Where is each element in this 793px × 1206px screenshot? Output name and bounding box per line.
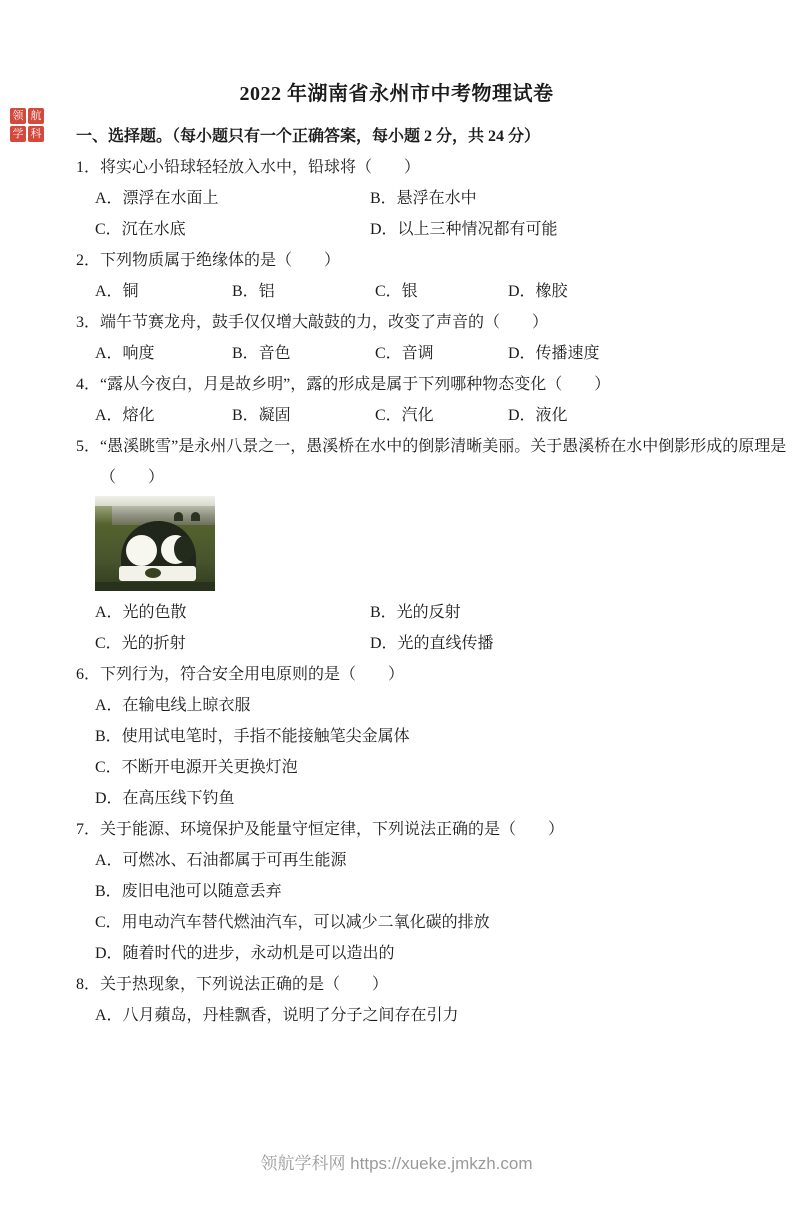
stamp-char: 领 [10,108,26,124]
site-watermark-stamp [10,108,44,142]
question-text: 1．将实心小铅球轻轻放入水中，铅球将（ ） [76,159,421,176]
option: A．光的色散 [95,604,187,621]
question-text: 2．下列物质属于绝缘体的是（ ） [76,252,341,269]
option: C．光的折射 [95,635,186,652]
option: C．用电动汽车替代燃油汽车，可以减少二氧化碳的排放 [95,914,490,931]
option: D．橡胶 [508,283,568,300]
question-5 [76,431,787,659]
option: B．音色 [232,345,291,362]
option: A．熔化 [95,407,155,424]
options-row [95,183,753,245]
stamp-char: 科 [28,126,44,142]
options-row [95,338,753,369]
stamp-char: 学 [10,126,26,142]
question-8 [76,969,753,1031]
question-text: 5．“愚溪眺雪”是永州八景之一，愚溪桥在水中的倒影清晰美丽。关于愚溪桥在水中倒影形成的原理是 [76,438,787,455]
options-row [95,597,753,659]
question-6 [76,659,753,814]
option: A．铜 [95,283,139,300]
option: A．响度 [95,345,155,362]
option: B．悬浮在水中 [370,190,477,207]
option: C．沉在水底 [95,221,186,238]
question-4 [76,369,753,431]
options-row [95,400,753,431]
option: A．漂浮在水面上 [95,190,219,207]
option: D．液化 [508,407,568,424]
photo-deck-arch [191,512,200,521]
option: C．音调 [375,345,434,362]
option: D．传播速度 [508,345,600,362]
option: C．汽化 [375,407,434,424]
photo-arch-crescent-shadow [174,536,194,562]
option: D．随着时代的进步，永动机是可以造出的 [95,945,395,962]
question-text: 6．下列行为，符合安全用电原则的是（ ） [76,666,405,683]
option: C．不断开电源开关更换灯泡 [95,759,298,776]
question-text: 8．关于热现象，下列说法正确的是（ ） [76,976,389,993]
question-3 [76,307,753,369]
option: B．光的反射 [370,604,461,621]
site-footer-link[interactable]: 领航学科网 https://xueke.jmkzh.com [260,1154,533,1173]
photo-water-dark [95,582,215,591]
bridge-reflection-photo [95,496,215,591]
photo-arch-reflection-circle [126,535,157,566]
options-row [95,276,753,307]
option: D．在高压线下钓鱼 [95,790,235,807]
option: B．凝固 [232,407,291,424]
option: B．铝 [232,283,275,300]
option: D．以上三种情况都有可能 [370,221,558,238]
question-2 [76,245,753,307]
stamp-char: 航 [28,108,44,124]
section-heading: 一、选择题。（每小题只有一个正确答案，每小题 2 分，共 24 分） [76,128,541,145]
option: C．银 [375,283,418,300]
option: A．在输电线上晾衣服 [95,697,251,714]
question-text: 7．关于能源、环境保护及能量守恒定律，下列说法正确的是（ ） [76,821,565,838]
option: A．八月蘋岛，丹桂飘香，说明了分子之间存在引力 [95,1007,459,1024]
photo-deck-arch [174,512,183,521]
question-text-continued: （ ） [100,469,165,486]
question-1 [76,152,753,245]
paper-body [0,121,793,1031]
option: B．废旧电池可以随意丢弃 [95,883,282,900]
question-7 [76,814,753,969]
option: D．光的直线传播 [370,635,494,652]
question-text: 4．“露从今夜白，月是故乡明”，露的形成是属于下列哪种物态变化（ ） [76,376,611,393]
paper-title: 2022 年湖南省永州市中考物理试卷 [239,83,554,105]
question-text: 3．端午节赛龙舟，鼓手仅仅增大敲鼓的力，改变了声音的（ ） [76,314,549,331]
option: B．使用试电笔时，手指不能接触笔尖金属体 [95,728,410,745]
option: A．可燃冰、石油都属于可再生能源 [95,852,347,869]
